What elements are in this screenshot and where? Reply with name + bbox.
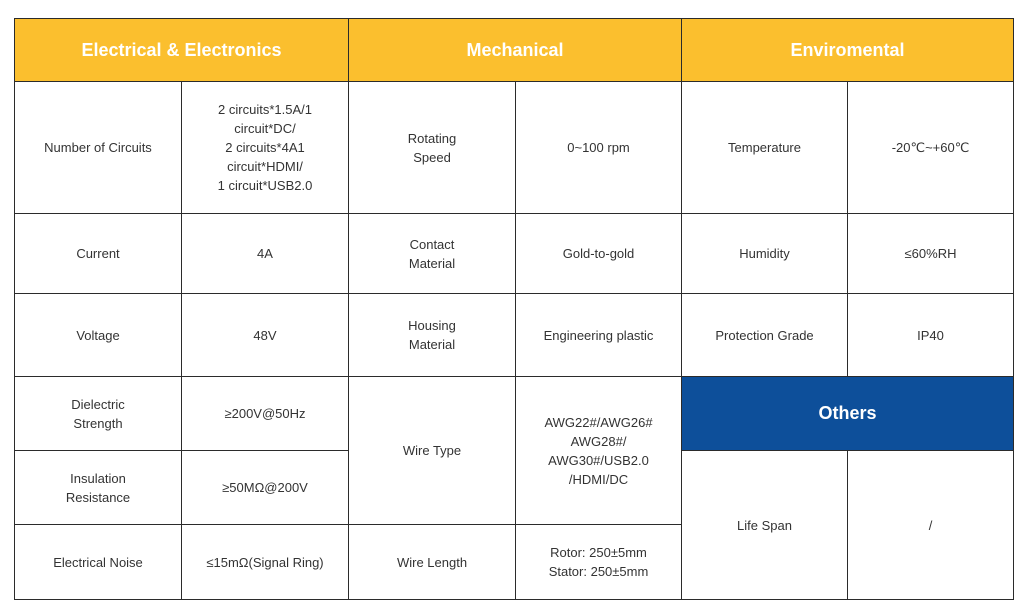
spec-table	[14, 18, 1014, 600]
temperature-label: Temperature	[682, 82, 848, 214]
contact-value: Gold-to-gold	[516, 214, 682, 294]
dielectric-value: ≥200V@50Hz	[182, 377, 349, 451]
humidity-label: Humidity	[682, 214, 848, 294]
insulation-value: ≥50MΩ@200V	[182, 451, 349, 525]
wiretype-value: AWG22#/AWG26# AWG28#/ AWG30#/USB2.0 /HDMI/DC	[516, 377, 682, 525]
protection-label: Protection Grade	[682, 294, 848, 377]
environmental-header: Enviromental	[682, 19, 1014, 82]
housing-value: Engineering plastic	[516, 294, 682, 377]
circuits-value: 2 circuits*1.5A/1 circuit*DC/ 2 circuits*4A1 circuit*HDMI/ 1 circuit*USB2.0	[182, 82, 349, 214]
speed-value: 0~100 rpm	[516, 82, 682, 214]
protection-value: IP40	[848, 294, 1014, 377]
noise-value: ≤15mΩ(Signal Ring)	[182, 525, 349, 600]
others-header: Others	[682, 377, 1014, 451]
contact-label: Contact Material	[349, 214, 516, 294]
circuits-label: Number of Circuits	[15, 82, 182, 214]
noise-label: Electrical Noise	[15, 525, 182, 600]
humidity-value: ≤60%RH	[848, 214, 1014, 294]
electrical-header: Electrical & Electronics	[15, 19, 349, 82]
voltage-label: Voltage	[15, 294, 182, 377]
voltage-value: 48V	[182, 294, 349, 377]
mechanical-header: Mechanical	[349, 19, 682, 82]
wirelength-label: Wire Length	[349, 525, 516, 600]
dielectric-label: Dielectric Strength	[15, 377, 182, 451]
lifespan-value: /	[848, 451, 1014, 600]
insulation-label: Insulation Resistance	[15, 451, 182, 525]
wirelength-value: Rotor: 250±5mm Stator: 250±5mm	[516, 525, 682, 600]
current-value: 4A	[182, 214, 349, 294]
wiretype-label: Wire Type	[349, 377, 516, 525]
speed-label: Rotating Speed	[349, 82, 516, 214]
housing-label: Housing Material	[349, 294, 516, 377]
temperature-value: -20℃~+60℃	[848, 82, 1014, 214]
current-label: Current	[15, 214, 182, 294]
lifespan-label: Life Span	[682, 451, 848, 600]
